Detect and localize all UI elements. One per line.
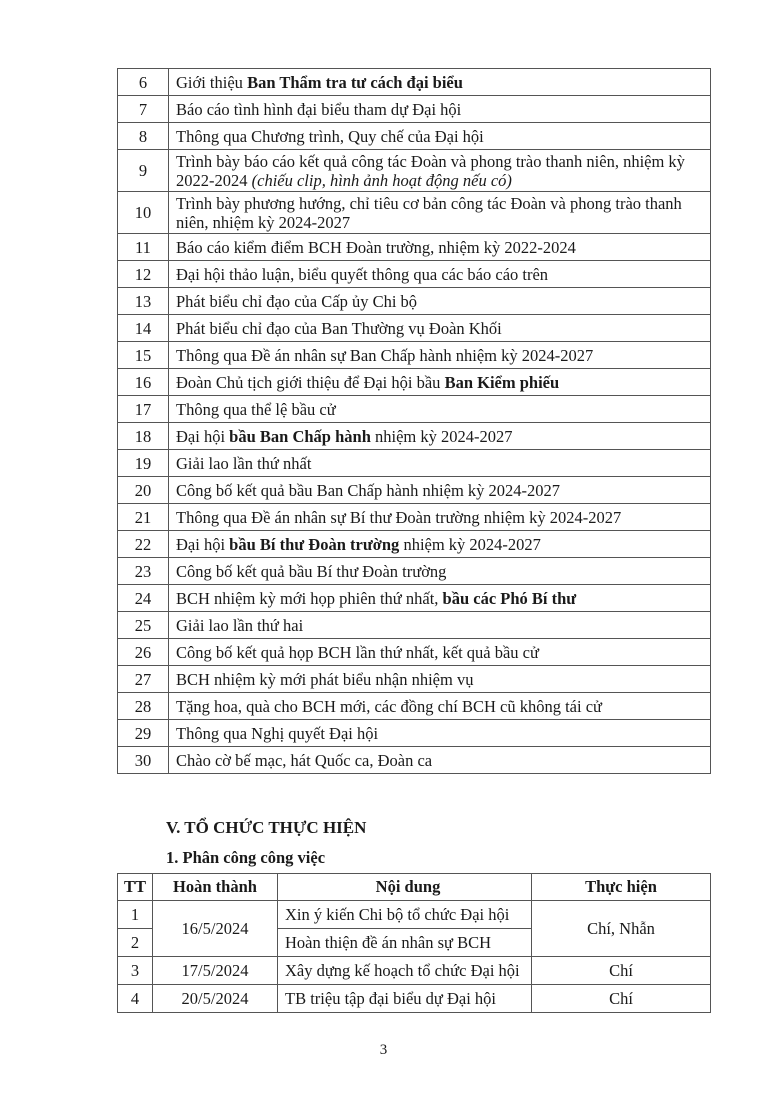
bold-text: Ban Kiểm phiếu (444, 372, 560, 392)
table-row (118, 957, 711, 985)
table-row (118, 69, 711, 96)
item-content (169, 585, 711, 612)
item-number: 12 (118, 261, 169, 288)
table-row (118, 585, 711, 612)
item-number: 25 (118, 612, 169, 639)
text-segment: Báo cáo tình hình đại biểu tham dự Đại hội (176, 99, 462, 119)
bold-text: bầu Ban Chấp hành (229, 426, 371, 446)
text-segment: Phát biểu chỉ đạo của Ban Thường vụ Đoàn Khối (176, 318, 502, 338)
assignment-header-row (118, 874, 711, 901)
table-row (118, 477, 711, 504)
table-row (118, 666, 711, 693)
table-row (118, 423, 711, 450)
item-number: 23 (118, 558, 169, 585)
item-number: 20 (118, 477, 169, 504)
item-content (169, 558, 711, 585)
item-content (169, 720, 711, 747)
item-content (169, 288, 711, 315)
row-owner: Chí, Nhẫn (532, 901, 711, 957)
text-segment: Thông qua Nghị quyết Đại hội (176, 723, 379, 743)
text-segment: Thông qua Chương trình, Quy chế của Đại hội (176, 126, 484, 146)
text-segment: Giới thiệu (176, 72, 248, 92)
table-row (118, 150, 711, 192)
text-segment: Tặng hoa, quà cho BCH mới, các đồng chí BCH cũ không tái cử (176, 696, 602, 716)
table-row (118, 720, 711, 747)
item-number: 21 (118, 504, 169, 531)
text-segment: Trình bày phương hướng, chỉ tiêu cơ bản công tác Đoàn và phong trào thanh niên, nhiệm kỳ 2024-2027 (176, 193, 682, 232)
bold-text: bầu Bí thư Đoàn trường (229, 534, 400, 554)
table-row (118, 639, 711, 666)
table-row (118, 504, 711, 531)
text-segment: Công bố kết quả bầu Ban Chấp hành nhiệm kỳ 2024-2027 (176, 480, 561, 500)
item-number: 11 (118, 234, 169, 261)
italic-text: (chiếu clip, hình ảnh hoạt động nếu có) (251, 170, 512, 190)
table-row (118, 123, 711, 150)
item-number: 24 (118, 585, 169, 612)
text-segment: Công bố kết quả họp BCH lần thứ nhất, kết quả bầu cử (176, 642, 539, 662)
table-row (118, 315, 711, 342)
header-tt: TT (118, 874, 153, 901)
text-segment: Chào cờ bế mạc, hát Quốc ca, Đoàn ca (176, 750, 433, 770)
text-segment: Thông qua thể lệ bầu cử (176, 399, 336, 419)
text-segment: Đại hội thảo luận, biểu quyết thông qua các báo cáo trên (176, 264, 549, 284)
text-segment: Công bố kết quả bầu Bí thư Đoàn trường (176, 561, 447, 581)
item-number: 10 (118, 192, 169, 234)
item-content (169, 504, 711, 531)
item-number: 26 (118, 639, 169, 666)
table-row (118, 192, 711, 234)
bold-text: bầu các Phó Bí thư (442, 588, 577, 608)
text-segment: Phát biểu chỉ đạo của Cấp ủy Chi bộ (176, 291, 418, 311)
item-number: 15 (118, 342, 169, 369)
text-segment: BCH nhiệm kỳ mới họp phiên thứ nhất, (176, 588, 443, 608)
item-number: 7 (118, 96, 169, 123)
bold-text: Ban Thẩm tra tư cách đại biểu (247, 72, 463, 92)
item-content (169, 342, 711, 369)
table-row (118, 531, 711, 558)
text-segment: Giải lao lần thứ nhất (176, 453, 312, 473)
table-row (118, 369, 711, 396)
item-number: 22 (118, 531, 169, 558)
text-segment: BCH nhiệm kỳ mới phát biểu nhận nhiệm vụ (176, 669, 474, 689)
header-date: Hoàn thành (153, 874, 278, 901)
table-row (118, 96, 711, 123)
item-content (169, 666, 711, 693)
item-number: 28 (118, 693, 169, 720)
item-number: 13 (118, 288, 169, 315)
row-tt: 4 (118, 985, 153, 1013)
row-owner: Chí (532, 985, 711, 1013)
table-row (118, 747, 711, 774)
row-tt: 3 (118, 957, 153, 985)
item-content (169, 123, 711, 150)
item-number: 17 (118, 396, 169, 423)
text-segment: Thông qua Đề án nhân sự Ban Chấp hành nhiệm kỳ 2024-2027 (176, 345, 594, 365)
item-content (169, 96, 711, 123)
item-content (169, 531, 711, 558)
table-row (118, 396, 711, 423)
row-tt: 2 (118, 929, 153, 957)
item-content (169, 396, 711, 423)
table-row (118, 985, 711, 1013)
item-content (169, 261, 711, 288)
text-segment: Giải lao lần thứ hai (176, 615, 304, 635)
row-tt: 1 (118, 901, 153, 929)
assignment-table (117, 873, 711, 1013)
item-content (169, 639, 711, 666)
item-number: 8 (118, 123, 169, 150)
text-segment: Đoàn Chủ tịch giới thiệu để Đại hội bầu (176, 372, 445, 392)
item-number: 6 (118, 69, 169, 96)
row-owner: Chí (532, 957, 711, 985)
item-content (169, 423, 711, 450)
row-content: Xin ý kiến Chi bộ tổ chức Đại hội (278, 901, 532, 929)
item-number: 9 (118, 150, 169, 192)
item-content (169, 477, 711, 504)
table-row (118, 342, 711, 369)
table-row (118, 693, 711, 720)
header-content: Nội dung (278, 874, 532, 901)
table-row (118, 901, 711, 929)
row-date: 20/5/2024 (153, 985, 278, 1013)
row-content: Xây dựng kế hoạch tổ chức Đại hội (278, 957, 532, 985)
item-content (169, 369, 711, 396)
item-number: 29 (118, 720, 169, 747)
item-number: 14 (118, 315, 169, 342)
row-content: Hoàn thiện đề án nhân sự BCH (278, 929, 532, 957)
table-row (118, 288, 711, 315)
table-row (118, 558, 711, 585)
item-number: 16 (118, 369, 169, 396)
table-row (118, 261, 711, 288)
text-segment: Báo cáo kiểm điểm BCH Đoàn trường, nhiệm kỳ 2022-2024 (176, 237, 576, 257)
page-number: 3 (379, 1042, 388, 1058)
text-segment: Đại hội (176, 426, 230, 446)
item-content (169, 747, 711, 774)
text-segment: nhiệm kỳ 2024-2027 (370, 426, 513, 446)
item-content (169, 192, 711, 234)
program-body (118, 69, 711, 774)
header-owner: Thực hiện (532, 874, 711, 901)
text-segment: Đại hội (176, 534, 230, 554)
row-date: 16/5/2024 (153, 901, 278, 957)
item-content (169, 315, 711, 342)
item-content (169, 69, 711, 96)
item-number: 27 (118, 666, 169, 693)
item-number: 18 (118, 423, 169, 450)
text-segment: Thông qua Đề án nhân sự Bí thư Đoàn trường nhiệm kỳ 2024-2027 (176, 507, 622, 527)
sub-heading: 1. Phân công công việc (166, 848, 326, 867)
table-row (118, 612, 711, 639)
item-content (169, 693, 711, 720)
item-number: 19 (118, 450, 169, 477)
item-content (169, 450, 711, 477)
table-row (118, 234, 711, 261)
table-row (118, 450, 711, 477)
row-date: 17/5/2024 (153, 957, 278, 985)
item-number: 30 (118, 747, 169, 774)
text-segment: nhiệm kỳ 2024-2027 (399, 534, 541, 554)
text-segment: Trình bày báo cáo kết quả công tác Đoàn và phong trào thanh niên, nhiệm kỳ 2022-2024 (176, 151, 685, 190)
row-content: TB triệu tập đại biểu dự Đại hội (278, 985, 532, 1013)
item-content (169, 612, 711, 639)
section-heading: V. TỔ CHỨC THỰC HIỆN (166, 818, 367, 837)
program-table (117, 68, 711, 774)
item-content (169, 234, 711, 261)
item-content (169, 150, 711, 192)
